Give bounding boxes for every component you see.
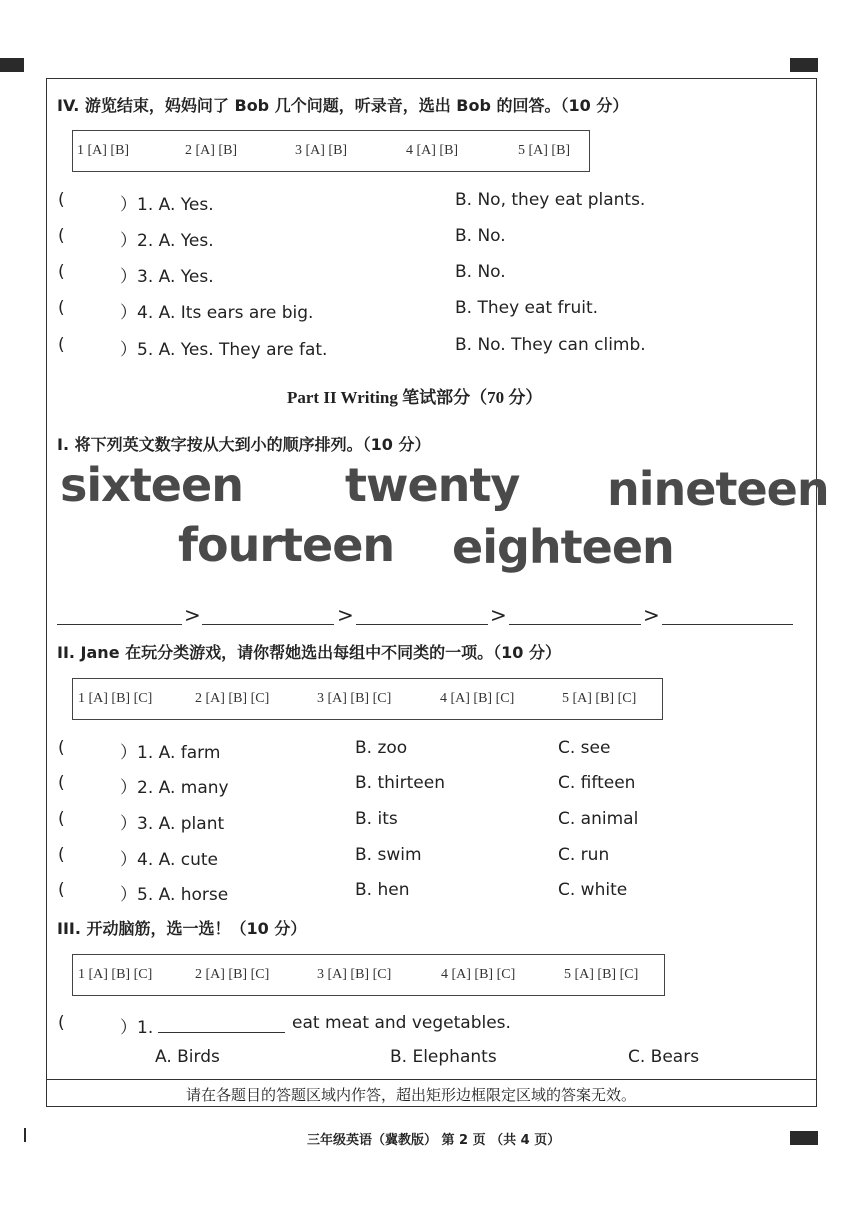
answer-blank[interactable] bbox=[509, 624, 641, 625]
answer-paren[interactable]: ( bbox=[58, 1013, 65, 1033]
greater-than: > bbox=[184, 603, 201, 627]
greater-than: > bbox=[337, 603, 354, 627]
option-c: C. Bears bbox=[628, 1047, 700, 1067]
question-option-a: ）4. A. Its ears are big. bbox=[120, 303, 314, 323]
number-word: sixteen bbox=[60, 458, 243, 512]
corner-mark-bottom-right bbox=[790, 1131, 818, 1145]
bubble-2[interactable]: 2 [A] [B] bbox=[185, 143, 238, 158]
bubble-1[interactable]: 1 [A] [B] bbox=[77, 143, 130, 158]
option-c: C. white bbox=[558, 880, 628, 900]
answer-paren[interactable]: ( bbox=[58, 190, 65, 210]
greater-than: > bbox=[643, 603, 660, 627]
answer-paren[interactable]: ( bbox=[58, 298, 65, 318]
answer-paren[interactable]: ( bbox=[58, 809, 65, 829]
bubble-3[interactable]: 3 [A] [B] [C] bbox=[317, 967, 392, 982]
answer-paren[interactable]: ( bbox=[58, 738, 65, 758]
answer-paren[interactable]: ( bbox=[58, 773, 65, 793]
corner-tick-bottom-left bbox=[24, 1128, 26, 1142]
option-c: C. animal bbox=[558, 809, 639, 829]
option-a: ）3. A. plant bbox=[120, 814, 225, 834]
number-word: nineteen bbox=[607, 462, 829, 516]
writing-3-title: III. 开动脑筋，选一选！（10 分） bbox=[57, 919, 307, 938]
question-option-a: ）1. A. Yes. bbox=[120, 195, 214, 215]
number-word: fourteen bbox=[178, 518, 395, 572]
bubble-2[interactable]: 2 [A] [B] [C] bbox=[195, 967, 270, 982]
question-number: ）1. bbox=[120, 1018, 154, 1038]
question-option-b: B. No. They can climb. bbox=[455, 335, 646, 355]
page-footer: 三年级英语（冀教版） 第 2 页 （共 4 页） bbox=[307, 1133, 561, 1148]
bubble-3[interactable]: 3 [A] [B] [C] bbox=[317, 691, 392, 706]
answer-paren[interactable]: ( bbox=[58, 226, 65, 246]
option-b: B. hen bbox=[355, 880, 410, 900]
bubble-1[interactable]: 1 [A] [B] [C] bbox=[78, 691, 153, 706]
bubble-5[interactable]: 5 [A] [B] [C] bbox=[564, 967, 639, 982]
answer-paren[interactable]: ( bbox=[58, 262, 65, 282]
corner-mark-top-right bbox=[790, 58, 818, 72]
option-c: C. run bbox=[558, 845, 610, 865]
part-2-heading: Part II Writing 笔试部分（70 分） bbox=[287, 388, 543, 407]
answer-paren[interactable]: ( bbox=[58, 880, 65, 900]
answer-bubbles-w2 bbox=[72, 678, 663, 720]
option-a: ）4. A. cute bbox=[120, 850, 219, 870]
question-option-b: B. They eat fruit. bbox=[455, 298, 599, 318]
option-c: C. see bbox=[558, 738, 611, 758]
corner-mark-top-left bbox=[0, 58, 24, 72]
number-word: twenty bbox=[345, 458, 520, 512]
answer-blank[interactable] bbox=[662, 624, 793, 625]
question-option-b: B. No. bbox=[455, 226, 506, 246]
answer-bubbles-4 bbox=[72, 130, 590, 172]
answer-blank[interactable] bbox=[57, 624, 182, 625]
question-option-a: ）2. A. Yes. bbox=[120, 231, 214, 251]
option-b: B. Elephants bbox=[390, 1047, 497, 1067]
bubble-4[interactable]: 4 [A] [B] [C] bbox=[440, 691, 515, 706]
section-4-title: IV. 游览结束，妈妈问了 Bob 几个问题，听录音，选出 Bob 的回答。（10 分） bbox=[57, 96, 629, 115]
option-a: ）2. A. many bbox=[120, 778, 229, 798]
option-b: B. zoo bbox=[355, 738, 408, 758]
question-option-b: B. No, they eat plants. bbox=[455, 190, 646, 210]
question-option-b: B. No. bbox=[455, 262, 506, 282]
answer-bubbles-w3 bbox=[72, 954, 665, 996]
answer-blank[interactable] bbox=[356, 624, 488, 625]
answer-blank[interactable] bbox=[202, 624, 334, 625]
answer-paren[interactable]: ( bbox=[58, 845, 65, 865]
answer-paren[interactable]: ( bbox=[58, 335, 65, 355]
option-c: C. fifteen bbox=[558, 773, 636, 793]
fill-in-blank[interactable] bbox=[158, 1032, 285, 1033]
bubble-5[interactable]: 5 [A] [B] bbox=[518, 143, 571, 158]
option-a: ）5. A. horse bbox=[120, 885, 229, 905]
bubble-1[interactable]: 1 [A] [B] [C] bbox=[78, 967, 153, 982]
question-option-a: ）5. A. Yes. They are fat. bbox=[120, 340, 328, 360]
option-a: ）1. A. farm bbox=[120, 743, 221, 763]
number-word: eighteen bbox=[452, 520, 674, 574]
greater-than: > bbox=[490, 603, 507, 627]
bubble-4[interactable]: 4 [A] [B] bbox=[406, 143, 459, 158]
option-b: B. its bbox=[355, 809, 398, 829]
writing-1-title: I. 将下列英文数字按从大到小的顺序排列。（10 分） bbox=[57, 435, 431, 454]
bubble-5[interactable]: 5 [A] [B] [C] bbox=[562, 691, 637, 706]
option-b: B. swim bbox=[355, 845, 422, 865]
option-a: A. Birds bbox=[155, 1047, 220, 1067]
question-text: eat meat and vegetables. bbox=[292, 1013, 511, 1033]
option-b: B. thirteen bbox=[355, 773, 445, 793]
question-option-a: ）3. A. Yes. bbox=[120, 267, 214, 287]
bubble-4[interactable]: 4 [A] [B] [C] bbox=[441, 967, 516, 982]
bubble-2[interactable]: 2 [A] [B] [C] bbox=[195, 691, 270, 706]
answer-area-notice: 请在各题目的答题区域内作答，超出矩形边框限定区域的答案无效。 bbox=[186, 1086, 637, 1104]
writing-2-title: II. Jane 在玩分类游戏，请你帮她选出每组中不同类的一项。（10 分） bbox=[57, 643, 561, 662]
bubble-3[interactable]: 3 [A] [B] bbox=[295, 143, 348, 158]
notice-divider bbox=[46, 1079, 817, 1080]
